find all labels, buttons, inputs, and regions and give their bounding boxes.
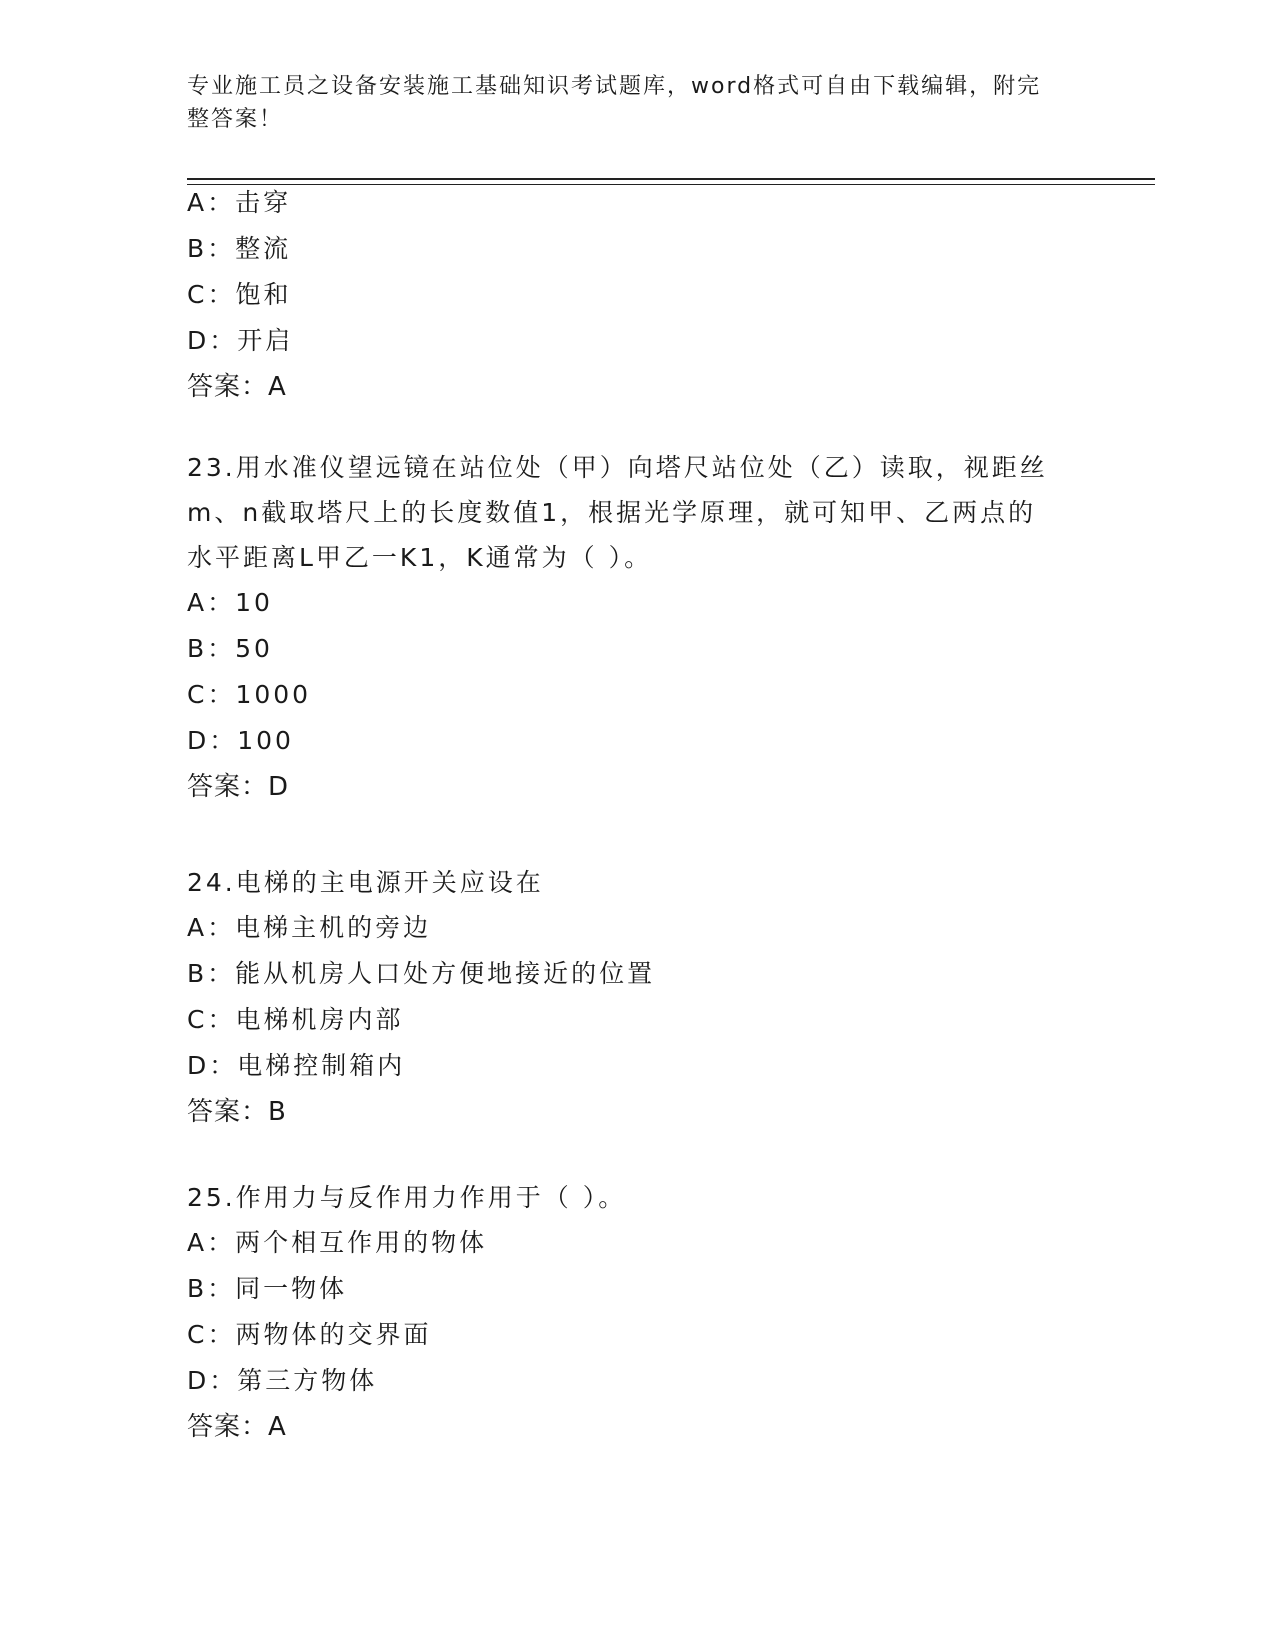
question-text-line: 23.用水准仪望远镜在站位处（甲）向塔尺站位处（乙）读取，视距丝: [187, 453, 1048, 482]
option-a: A：电梯主机的旁边: [187, 913, 432, 942]
option-d: D：电梯控制箱内: [187, 1051, 406, 1080]
option-d: D：第三方物体: [187, 1366, 378, 1395]
question-25-block: [187, 1175, 1087, 1450]
answer-line: 答案：D: [187, 772, 290, 802]
question-24-block: [187, 860, 1087, 1135]
option-a: A：击穿: [187, 188, 292, 217]
option-d: D：开启: [187, 326, 294, 355]
option-a: A：两个相互作用的物体: [187, 1228, 488, 1257]
option-b: B：50: [187, 634, 273, 663]
answer-line: 答案：A: [187, 1412, 287, 1442]
option-d: D：100: [187, 726, 294, 755]
answer-line: 答案：A: [187, 372, 287, 402]
question-text-line: 水平距离L甲乙一K1，K通常为（ ）。: [187, 543, 653, 572]
question-23-block: [187, 445, 1087, 810]
header-line-2: 整答案！: [187, 107, 284, 132]
option-c: C：饱和: [187, 280, 292, 309]
option-a: A：10: [187, 588, 273, 617]
document-header: [187, 70, 1067, 136]
option-b: B：整流: [187, 234, 292, 263]
question-text-line: 24.电梯的主电源开关应设在: [187, 868, 544, 897]
header-line-1: 专业施工员之设备安装施工基础知识考试题库，word格式可自由下载编辑，附完: [187, 74, 1042, 99]
option-b: B：同一物体: [187, 1274, 348, 1303]
option-c: C：电梯机房内部: [187, 1005, 404, 1034]
answer-line: 答案：B: [187, 1097, 287, 1127]
question-text-line: 25.作用力与反作用力作用于（ ）。: [187, 1183, 627, 1212]
option-b: B：能从机房人口处方便地接近的位置: [187, 959, 656, 988]
option-c: C：两物体的交界面: [187, 1320, 432, 1349]
question-22-block: [187, 180, 1087, 410]
option-c: C：1000: [187, 680, 312, 709]
question-text-line: m、n截取塔尺上的长度数值1，根据光学原理，就可知甲、乙两点的: [187, 498, 1037, 527]
